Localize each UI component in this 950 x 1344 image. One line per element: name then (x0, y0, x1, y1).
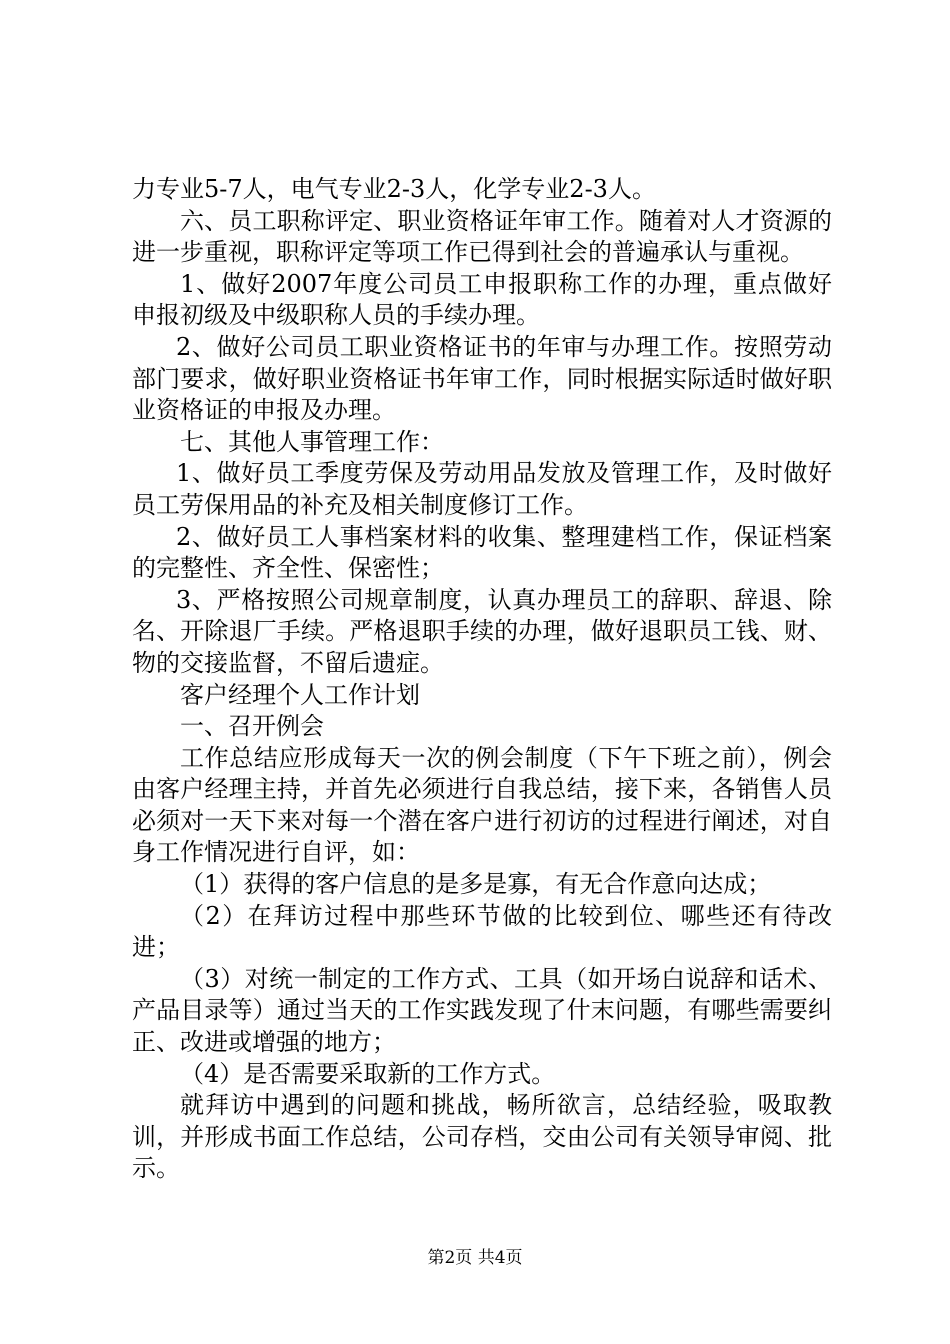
list-item: （1）获得的客户信息的是多是寡，有无合作意向达成； (180, 870, 772, 899)
paragraph: 力专业5-7人，电气专业2-3人，化学专业2-3人。 (132, 175, 656, 203)
document-body (132, 174, 832, 1185)
paragraph: 1、做好2007年度公司员工申报职称工作的办理，重点做好申报初级及中级职称人员的手续办理。 (132, 269, 832, 330)
section-heading: 客户经理个人工作计划 (180, 680, 420, 709)
page-number: 第2页 共4页 (427, 1248, 523, 1268)
paragraph: 2、做好公司员工职业资格证书的年审与办理工作。按照劳动部门要求，做好职业资格证书年审工作，同时根据实际适时做好职业资格证的申报及办理。 (132, 332, 832, 425)
list-item: （4）是否需要采取新的工作方式。 (180, 1059, 556, 1088)
paragraph: 就拜访中遇到的问题和挑战，畅所欲言，总结经验，吸取教训，并形成书面工作总结，公司存档，交由公司有关领导审阅、批示。 (132, 1091, 832, 1183)
section-heading: 一、召开例会 (180, 712, 324, 741)
paragraph: 2、做好员工人事档案材料的收集、整理建档工作，保证档案的完整性、齐全性、保密性； (132, 522, 832, 583)
paragraph: 七、其他人事管理工作： (180, 427, 444, 456)
list-item: （2）在拜访过程中那些环节做的比较到位、哪些还有待改进； (132, 901, 832, 962)
paragraph: 工作总结应形成每天一次的例会制度（下午下班之前），例会由客户经理主持，并首先必须进行自我总结，接下来，各销售人员必须对一天下来对每一个潜在客户进行初访的过程进行阐述，对自身工作情况进行自评，如： (132, 743, 832, 867)
paragraph: 3、严格按照公司规章制度，认真办理员工的辞职、辞退、除名、开除退厂手续。严格退职手续的办理，做好退职员工钱、财、物的交接监督，不留后遗症。 (132, 585, 832, 677)
paragraph: 1、做好员工季度劳保及劳动用品发放及管理工作，及时做好员工劳保用品的补充及相关制度修订工作。 (132, 459, 832, 519)
list-item: （3）对统一制定的工作方式、工具（如开场白说辞和话术、产品目录等）通过当天的工作实践发现了什末问题，有哪些需要纠正、改进或增强的地方； (132, 964, 832, 1057)
paragraph: 六、员工职称评定、职业资格证年审工作。随着对人才资源的进一步重视，职称评定等项工作已得到社会的普遍承认与重视。 (132, 206, 832, 267)
